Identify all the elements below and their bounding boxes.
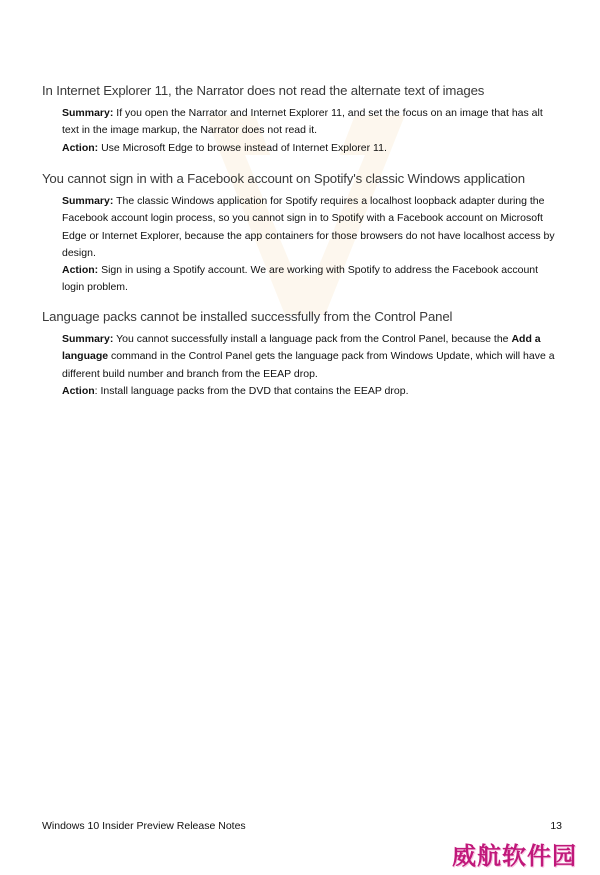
action-label: Action: xyxy=(62,264,99,277)
summary-text: The classic Windows application for Spotify requires a localhost loopback adapter during the Facebook account login process, so you cannot sign in to Spotify with a Facebook account on Microsoft Edge or Internet Explorer, because the app containers for those browsers do not have localhost access by design. xyxy=(62,195,555,259)
known-issue-spotify xyxy=(42,170,562,297)
action-label: Action: xyxy=(62,141,99,154)
action-paragraph xyxy=(62,262,562,297)
action-paragraph xyxy=(62,383,562,400)
issue-body xyxy=(62,193,562,297)
footer-title: Windows 10 Insider Preview Release Notes xyxy=(42,820,246,832)
site-watermark-logo: 威航软件园 xyxy=(452,842,577,870)
summary-label: Summary: xyxy=(62,107,114,119)
summary-paragraph xyxy=(62,331,562,383)
summary-text-continued: command in the Control Panel gets the language pack from Windows Update, which will have a different build number and branch from the EEAP drop. xyxy=(62,350,555,380)
known-issue-language-packs xyxy=(42,308,562,400)
action-text: Use Microsoft Edge to browse instead of Internet Explorer 11. xyxy=(98,141,387,154)
known-issue-narrator xyxy=(42,82,562,157)
page-footer xyxy=(42,820,562,832)
issue-body xyxy=(62,331,562,400)
page-number: 13 xyxy=(550,820,562,832)
issue-heading: In Internet Explorer 11, the Narrator does not read the alternate text of images xyxy=(42,83,485,98)
action-text: : Install language packs from the DVD that contains the EEAP drop. xyxy=(94,384,409,397)
issue-heading: Language packs cannot be installed successfully from the Control Panel xyxy=(42,309,453,324)
summary-paragraph xyxy=(62,105,562,140)
add-language-command: Add a language xyxy=(62,333,541,363)
issue-heading: You cannot sign in with a Facebook account on Spotify's classic Windows application xyxy=(42,171,525,186)
action-label: Action xyxy=(62,384,95,397)
summary-label: Summary: xyxy=(62,333,114,345)
action-text: Sign in using a Spotify account. We are working with Spotify to address the Facebook account login problem. xyxy=(62,264,539,294)
summary-text: If you open the Narrator and Internet Explorer 11, and set the focus on an image that has alt text in the image markup, the Narrator does not read it. xyxy=(62,107,543,137)
summary-text: You cannot successfully install a language pack from the Control Panel, because the xyxy=(113,333,512,345)
summary-label: Summary: xyxy=(62,195,114,207)
summary-paragraph xyxy=(62,193,562,262)
issue-body xyxy=(62,105,562,157)
action-paragraph xyxy=(62,140,562,157)
